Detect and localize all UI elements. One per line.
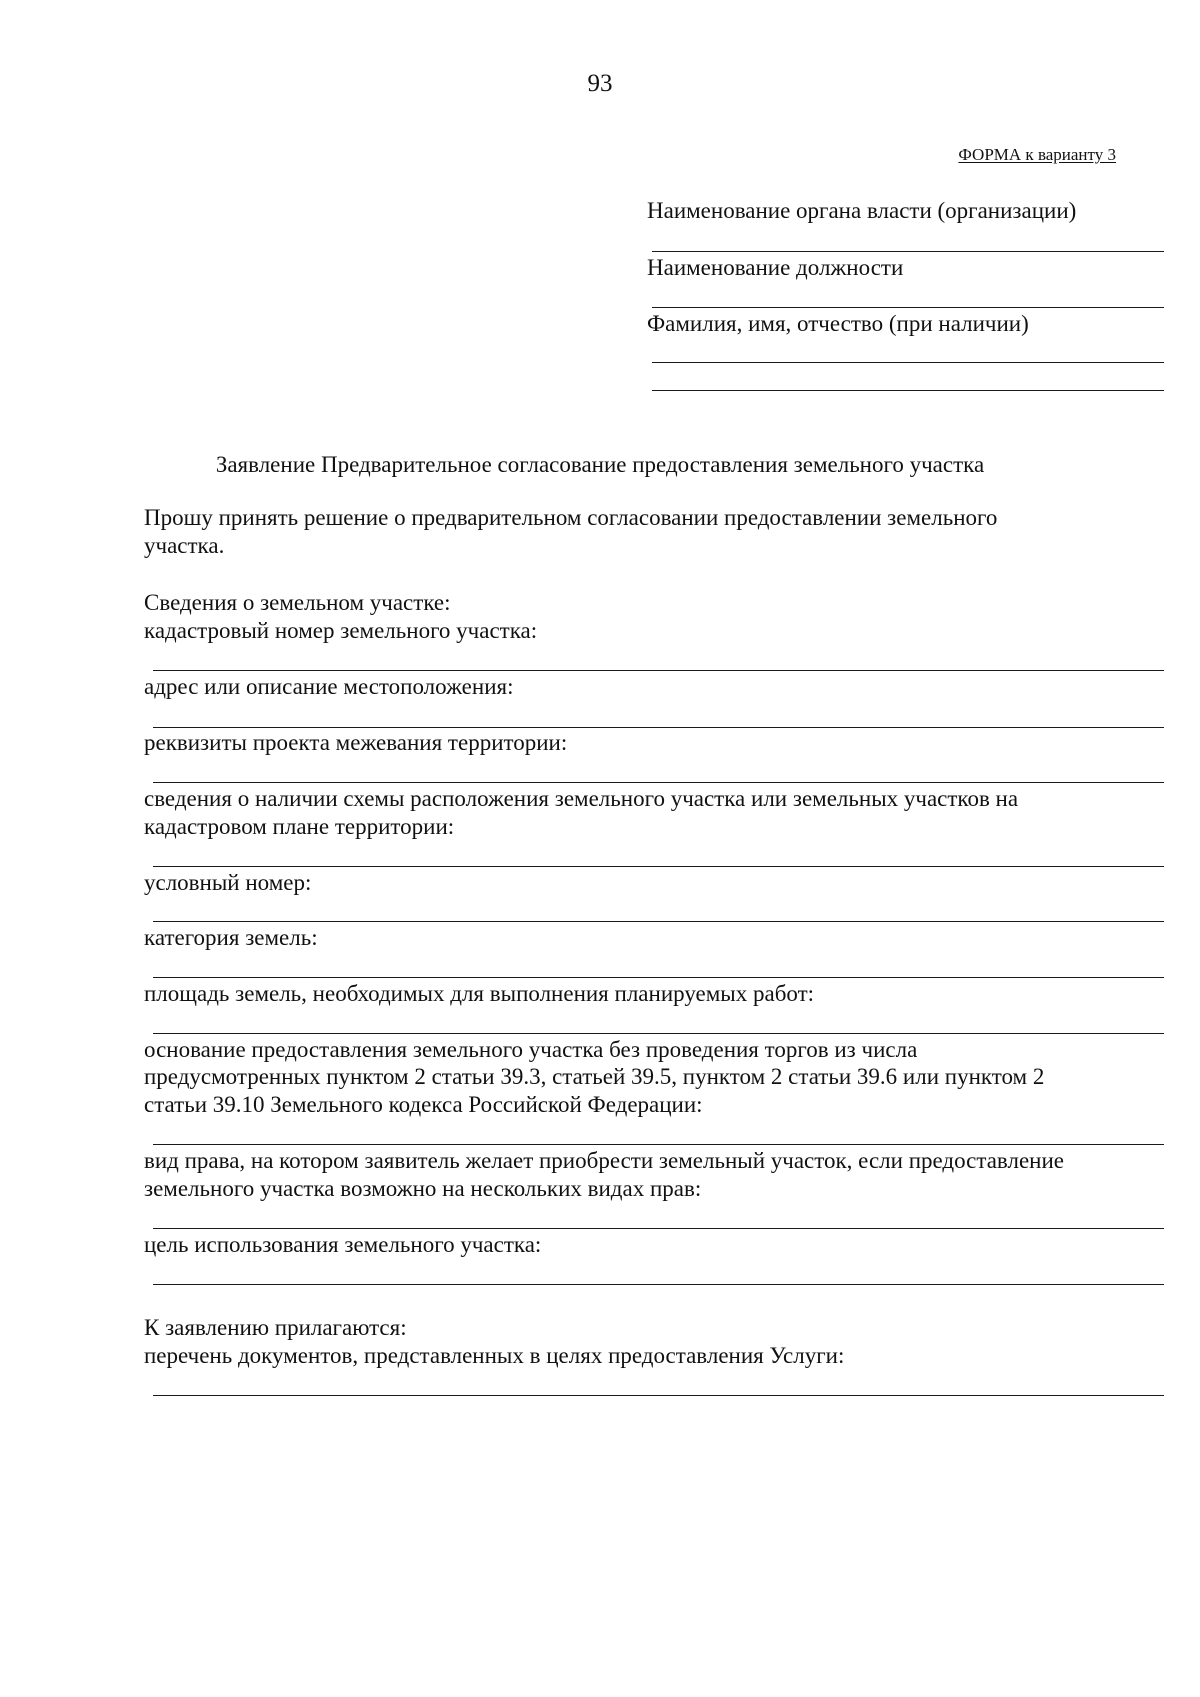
scheme-label-line-1: сведения о наличии схемы расположения земельного участка или земельных участков на [144,786,1019,811]
land-category-label: категория земель: [144,925,318,950]
full-name-label: Фамилия, имя, отчество (при наличии) [647,311,1029,336]
conditional-number-field[interactable] [153,921,1164,922]
survey-project-field[interactable] [153,782,1164,783]
survey-project-label: реквизиты проекта межевания территории: [144,730,568,755]
scheme-label-line-2: кадастровом плане территории: [144,814,455,839]
right-type-label-line-1: вид права, на котором заявитель желает приобрести земельный участок, если предоставление [144,1148,1064,1173]
basis-label-line-1: основание предоставления земельного участка без проведения торгов из числа [144,1037,918,1062]
documents-list-label: перечень документов, представленных в целях предоставления Услуги: [144,1343,845,1368]
purpose-label: цель использования земельного участка: [144,1232,542,1257]
right-type-label-line-2: земельного участка возможно на нескольких видах прав: [144,1176,702,1201]
documents-list-field[interactable] [153,1395,1164,1396]
authority-name-label: Наименование органа власти (организации) [647,198,1077,223]
document-title: Заявление Предварительное согласование предоставления земельного участка [215,452,985,477]
conditional-number-label: условный номер: [144,870,312,895]
page-number: 93 [587,70,613,97]
basis-label-line-2: предусмотренных пунктом 2 статьи 39.3, статьей 39.5, пунктом 2 статьи 39.6 или пунктом 2 [144,1064,1045,1089]
address-field[interactable] [153,727,1164,728]
purpose-field[interactable] [153,1284,1164,1285]
scheme-field[interactable] [153,866,1164,867]
area-field[interactable] [153,1033,1164,1034]
full-name-field[interactable] [652,362,1164,363]
request-text-line-1: Прошу принять решение о предварительном согласовании предоставлении земельного [144,505,998,530]
right-type-field[interactable] [153,1228,1164,1229]
basis-field[interactable] [153,1144,1164,1145]
full-name-field-extra[interactable] [652,390,1164,391]
land-category-field[interactable] [153,977,1164,978]
position-name-field[interactable] [652,307,1164,308]
position-name-label: Наименование должности [647,255,904,280]
cadastral-number-label: кадастровый номер земельного участка: [144,618,538,643]
authority-name-field[interactable] [652,251,1164,252]
plot-info-heading: Сведения о земельном участке: [144,590,451,615]
attachments-heading: К заявлению прилагаются: [144,1315,407,1340]
address-label: адрес или описание местоположения: [144,674,514,699]
basis-label-line-3: статьи 39.10 Земельного кодекса Российской Федерации: [144,1092,703,1117]
area-label: площадь земель, необходимых для выполнения планируемых работ: [144,981,815,1006]
request-text-line-2: участка. [144,533,225,558]
form-reference: ФОРМА к варианту 3 [958,145,1116,164]
cadastral-number-field[interactable] [153,670,1164,671]
